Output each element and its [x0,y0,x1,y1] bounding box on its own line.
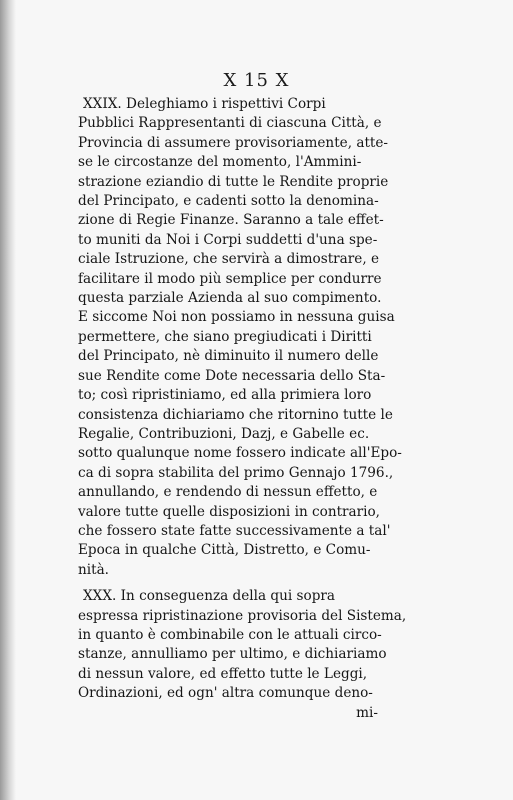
article-29-line: del Principato, nè diminuito il numero delle [78,348,379,365]
article-29-line: to; così ripristiniamo, ed alla primiera loro [78,387,372,404]
article-29-line: questa parziale Azienda al suo compimento. [78,290,382,307]
article-30 [78,587,407,703]
article-29-line: strazione eziandio di tutte le Rendite proprie [78,173,389,190]
spine-shadow [0,0,16,800]
article-29-line: Epoca in qualche Città, Distretto, e Comu- [78,542,371,559]
article-29-line: che fossero state fatte successivamente a tal' [78,522,391,539]
article-29-line: valore tutte quelle disposizioni in contrario, [78,503,380,520]
article-29-line: sue Rendite come Dote necessaria dello Sta- [78,367,386,384]
article-30-line: XXX. In conseguenza della qui sopra [83,588,335,605]
article-29-line: ca di sopra stabilita del primo Gennajo 1796., [78,464,394,481]
page-number: X 15 X [223,70,290,91]
article-30-line: espressa ripristinazione provisoria del Sistema, [78,607,407,624]
article-29-line: E siccome Noi non possiamo in nessuna guisa [78,309,395,326]
article-29-line: ciale Istruzione, che servirà a dimostrare, e [78,251,380,268]
article-29-line: sotto qualunque nome fossero indicate all'Epo- [78,445,402,462]
article-30-line: in quanto è combinabile con le attuali circo- [78,626,382,643]
catchword: mi- [356,704,378,721]
article-29-line: Regalie, Contribuzioni, Dazj, e Gabelle ec. [78,425,370,442]
article-30-line: di nessun valore, ed effetto tutte le Leggi, [78,665,368,682]
body-text [78,95,407,723]
article-30-line: Ordinazioni, ed ogn' altra comunque deno- [78,685,373,702]
article-30-line: stanze, annulliamo per ultimo, e dichiariamo [78,646,387,663]
paragraph-gap [78,580,378,587]
article-29-line: del Principato, e cadenti sotto la denomina- [78,193,379,210]
article-29-line: zione di Regie Finanze. Saranno a tale effet- [78,212,384,229]
article-29-line: annullando, e rendendo di nessun effetto, e [78,484,378,501]
article-29-line: to muniti da Noi i Corpi suddetti d'una spe- [78,231,378,248]
article-29-line: consistenza dichiariamo che ritornino tutte le [78,406,393,423]
article-29-line: Provincia di assumere provisoriamente, atte- [78,134,389,151]
article-29-line: se le circostanze del momento, l'Ammini- [78,154,362,171]
article-29-line: permettere, che siano pregiudicati i Diritti [78,328,372,345]
article-29-line: XXIX. Deleghiamo i rispettivi Corpi [83,96,326,112]
article-29-line: nità. [78,561,109,578]
article-29-line: Pubblici Rappresentanti di ciascuna Città, e [78,115,382,132]
article-29-line: facilitare il modo più semplice per condurre [78,270,382,287]
article-29 [78,95,402,580]
